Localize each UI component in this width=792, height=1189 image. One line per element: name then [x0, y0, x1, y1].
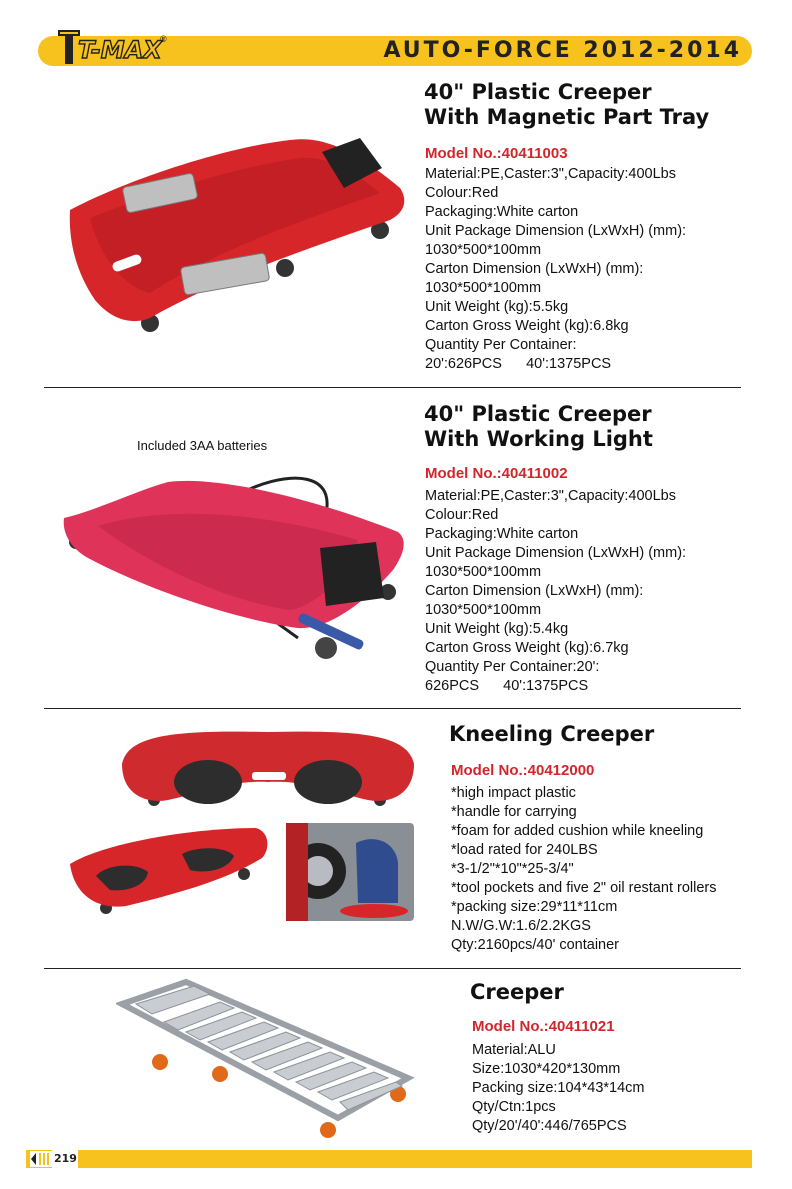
spec-line: *tool pockets and five 2" oil restant rollers: [451, 880, 717, 896]
logo-registered-mark: ®: [160, 34, 167, 44]
spec-line: Carton Gross Weight (kg):6.7kg: [425, 640, 629, 656]
kneeling-creeper-top-image: [118, 724, 418, 824]
spec-line: Material:PE,Caster:3",Capacity:400Lbs: [425, 488, 676, 504]
spec-line: *handle for carrying: [451, 804, 577, 820]
product-1-model-number: Model No.:40411003: [425, 145, 568, 162]
spec-line: N.W/G.W:1.6/2.2KGS: [451, 918, 591, 934]
product-3-model-number: Model No.:40412000: [451, 762, 595, 779]
spec-line: Unit Weight (kg):5.5kg: [425, 299, 569, 315]
product-3-title: [449, 722, 654, 747]
spec-line: Carton Gross Weight (kg):6.8kg: [425, 318, 629, 334]
section-divider: [44, 968, 741, 969]
page-number: 219: [54, 1152, 77, 1165]
kneeling-creeper-angle-image: [66, 824, 272, 918]
spec-line: 1030*500*100mm: [425, 242, 542, 258]
creeper-working-light-image: [58, 470, 408, 670]
product-2-model-number: Model No.:40411002: [425, 465, 568, 482]
footer-bar: [26, 1150, 752, 1168]
spec-line: Colour:Red: [425, 185, 499, 201]
product-3-title-line-1: Kneeling Creeper: [449, 722, 655, 746]
catalog-title: AUTO-FORCE 2012-2014: [383, 38, 742, 63]
product-1-specs: [425, 165, 686, 374]
spec-line: Quantity Per Container:20':: [425, 659, 600, 675]
spec-line: *packing size:29*11*11cm: [451, 899, 618, 915]
spec-line: 1030*500*100mm: [425, 280, 542, 296]
spec-line: Qty/20'/40':446/765PCS: [472, 1118, 627, 1134]
spec-line: 1030*500*100mm: [425, 602, 542, 618]
product-4-title-line-1: Creeper: [470, 980, 564, 1004]
spec-line: 20':626PCS 40':1375PCS: [425, 356, 612, 372]
product-1-title: [424, 80, 709, 130]
spec-line: Quantity Per Container:: [425, 337, 577, 353]
spec-line: Unit Package Dimension (LxWxH) (mm):: [425, 545, 687, 561]
spec-line: *load rated for 240LBS: [451, 842, 598, 858]
section-divider: [44, 387, 741, 388]
spec-line: 1030*500*100mm: [425, 564, 542, 580]
spec-line: Qty/Ctn:1pcs: [472, 1099, 556, 1115]
logo-text: T-MAX: [78, 36, 162, 64]
spec-line: Qty:2160pcs/40' container: [451, 937, 620, 953]
kneeling-creeper-in-use-photo: [286, 823, 414, 921]
product-2-title: [424, 402, 653, 452]
footer-arrow-icon: [30, 1151, 52, 1167]
spec-line: *3-1/2"*10"*25-3/4": [451, 861, 574, 877]
spec-line: Packaging:White carton: [425, 204, 579, 220]
spec-line: Size:1030*420*130mm: [472, 1061, 621, 1077]
spec-line: Packing size:104*43*14cm: [472, 1080, 645, 1096]
spec-line: Carton Dimension (LxWxH) (mm):: [425, 261, 644, 277]
spec-line: Material:ALU: [472, 1042, 556, 1058]
spec-line: *foam for added cushion while kneeling: [451, 823, 704, 839]
spec-line: Packaging:White carton: [425, 526, 579, 542]
aluminum-creeper-image: [116, 976, 416, 1140]
product-3-specs: [451, 784, 716, 955]
creeper-magnetic-tray-image: [60, 128, 410, 338]
spec-line: Carton Dimension (LxWxH) (mm):: [425, 583, 644, 599]
product-1-title-line-2: With Magnetic Part Tray: [424, 105, 710, 129]
product-1-title-line-1: 40" Plastic Creeper: [424, 80, 652, 104]
spec-line: Unit Weight (kg):5.4kg: [425, 621, 569, 637]
product-2-title-line-2: With Working Light: [424, 427, 653, 451]
spec-line: Unit Package Dimension (LxWxH) (mm):: [425, 223, 687, 239]
product-2-caption: Included 3AA batteries: [137, 438, 268, 453]
spec-line: Material:PE,Caster:3",Capacity:400Lbs: [425, 166, 676, 182]
spec-line: *high impact plastic: [451, 785, 576, 801]
section-divider: [44, 708, 741, 709]
product-2-title-line-1: 40" Plastic Creeper: [424, 402, 652, 426]
product-2-specs: [425, 487, 686, 696]
spec-line: Colour:Red: [425, 507, 499, 523]
product-4-specs: [472, 1041, 645, 1136]
spec-line: 626PCS 40':1375PCS: [425, 678, 589, 694]
product-4-title: [470, 980, 564, 1005]
product-4-model-number: Model No.:40411021: [472, 1018, 615, 1035]
